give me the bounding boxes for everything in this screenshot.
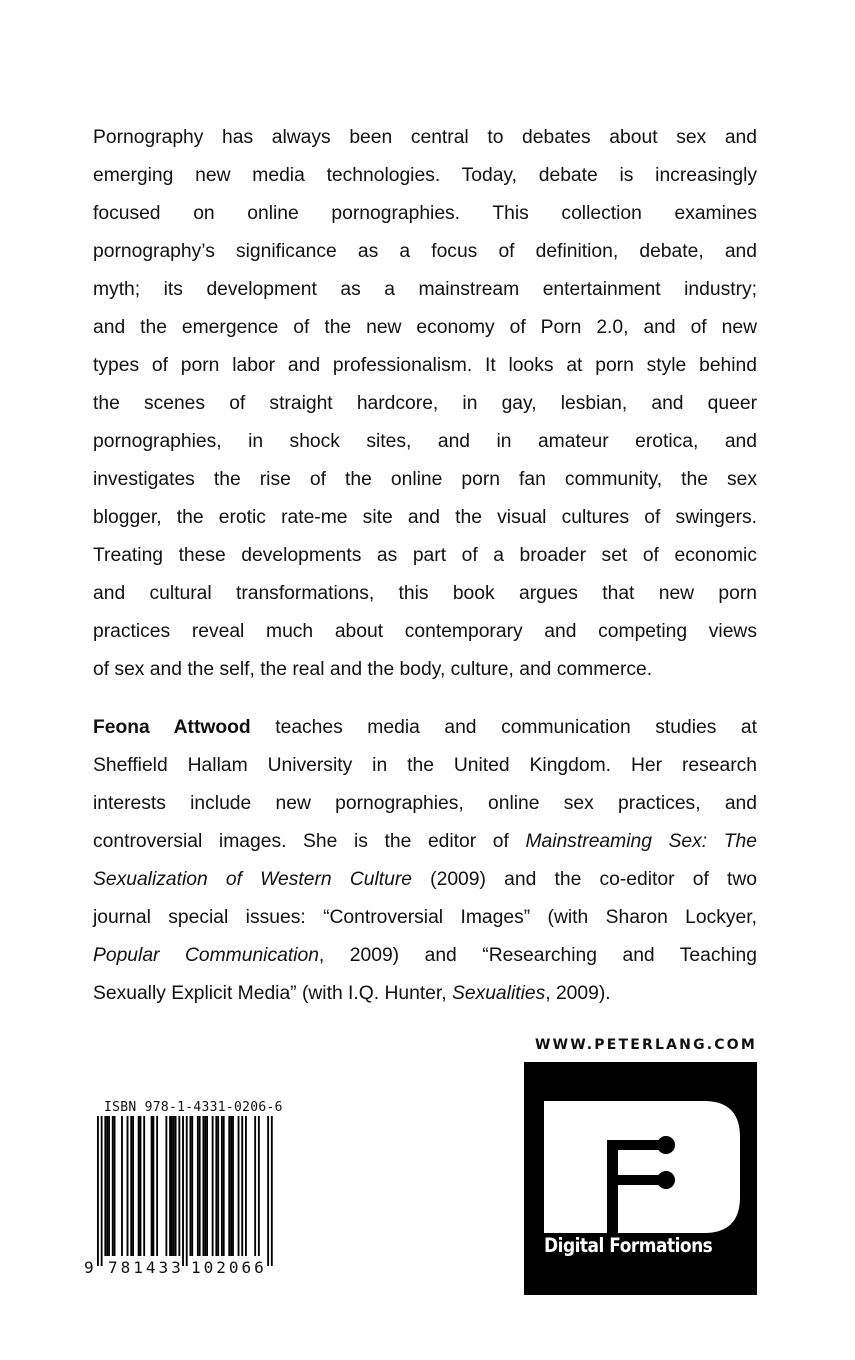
barcode-bar [127, 1116, 129, 1256]
barcode-bar [132, 1116, 134, 1256]
barcode-bar [267, 1116, 269, 1266]
barcode-bar [186, 1116, 188, 1266]
text-segment: Treating these developments as part of a broader set of economic [93, 545, 757, 566]
ean-digit-first: 9 [84, 1258, 94, 1277]
text-line [93, 385, 757, 423]
text-line [93, 309, 757, 347]
barcode-bar [241, 1116, 243, 1256]
barcode-bar [114, 1116, 116, 1256]
text-segment: of sex and the self, the real and the body, culture, and commerce. [93, 659, 653, 680]
text-line [93, 499, 757, 537]
text-line [93, 861, 757, 899]
text-line [93, 537, 757, 575]
text-segment: controversial images. She is the editor of [93, 831, 526, 852]
text-segment: and cultural transformations, this book argues that new porn [93, 583, 757, 604]
text-segment: teaches media and communication studies at [250, 717, 757, 738]
text-line [93, 747, 757, 785]
barcode-bar [143, 1116, 145, 1256]
text-segment: Pornography has always been central to debates about sex and [93, 127, 757, 148]
barcode-bar [221, 1116, 223, 1256]
barcode-bar [190, 1116, 192, 1256]
barcode-bar [199, 1116, 201, 1256]
barcode-bar [130, 1116, 132, 1256]
barcode-bar [217, 1116, 219, 1256]
barcode-bar [204, 1116, 206, 1256]
text-segment: Sheffield Hallam University in the United Kingdom. Her research [93, 755, 757, 776]
barcode-bar [140, 1116, 142, 1256]
text-segment: pornography’s significance as a focus of definition, debate, and [93, 241, 757, 262]
barcode-bar [223, 1116, 225, 1256]
barcode-bar [271, 1116, 273, 1266]
text-line [93, 709, 757, 747]
barcode-bar [173, 1116, 175, 1256]
italic-title: Sexualities [451, 983, 546, 1004]
text-segment: journal special issues: “Controversial Images” (with Sharon Lockyer, [93, 907, 757, 928]
text-line [93, 195, 757, 233]
barcode-bars [84, 1116, 284, 1266]
isbn-barcode [84, 1100, 284, 1275]
text-segment: practices reveal much about contemporary and competing views [93, 621, 757, 642]
barcode-bar [191, 1116, 193, 1256]
isbn-label: ISBN 978-1-4331-0206-6 [104, 1100, 283, 1115]
ean-digits-right: 102066 [191, 1258, 267, 1277]
barcode-bar [138, 1116, 140, 1256]
barcode-bar [238, 1116, 240, 1256]
text-segment: types of porn labor and professionalism. It looks at porn style behind [93, 355, 757, 376]
text-segment: myth; its development as a mainstream entertainment industry; [93, 279, 757, 300]
text-line [93, 613, 757, 651]
book-description [93, 119, 757, 689]
ean-digits-left: 781433 [108, 1258, 184, 1277]
text-segment: focused on online pornographies. This collection examines [93, 203, 757, 224]
text-line [93, 823, 757, 861]
text-segment: the scenes of straight hardcore, in gay, lesbian, and queer [93, 393, 757, 414]
barcode-bar [108, 1116, 110, 1256]
barcode-bar [206, 1116, 208, 1256]
barcode-bar [182, 1116, 184, 1266]
text-segment: pornographies, in shock sites, and in amateur erotica, and [93, 431, 757, 452]
barcode-bar [258, 1116, 260, 1256]
text-line [93, 899, 757, 937]
text-line [93, 461, 757, 499]
text-line [93, 423, 757, 461]
text-line [93, 233, 757, 271]
text-line [93, 575, 757, 613]
text-line [93, 975, 757, 1013]
barcode-bar [175, 1116, 177, 1256]
series-logo-label: Digital Formations [544, 1234, 713, 1258]
barcode-bar [169, 1116, 171, 1256]
barcode-bar [171, 1116, 173, 1256]
df-logo-mark-icon [524, 1062, 757, 1295]
barcode-bar [228, 1116, 230, 1256]
barcode-bar [104, 1116, 106, 1256]
publisher-url: WWW.PETERLANG.COM [534, 1037, 757, 1053]
barcode-bar [245, 1116, 247, 1256]
text-line [93, 347, 757, 385]
barcode-bar [232, 1116, 234, 1256]
author-bio [93, 709, 757, 1013]
barcode-bar [254, 1116, 256, 1256]
text-segment: emerging new media technologies. Today, debate is increasingly [93, 165, 757, 186]
barcode-bar [178, 1116, 180, 1256]
text-segment: investigates the rise of the online porn fan community, the sex [93, 469, 757, 490]
barcode-bar [151, 1116, 153, 1256]
barcode-bar [230, 1116, 232, 1256]
text-segment: interests include new pornographies, online sex practices, and [93, 793, 757, 814]
italic-title: Sexualization of Western Culture [93, 869, 412, 890]
text-line [93, 937, 757, 975]
barcode-bar [212, 1116, 214, 1256]
text-segment: , 2009) and “Researching and Teaching [318, 945, 757, 966]
text-line [93, 651, 757, 689]
text-line [93, 271, 757, 309]
barcode-bar [106, 1116, 108, 1256]
barcode-bar [165, 1116, 167, 1256]
text-line [93, 157, 757, 195]
text-line [93, 785, 757, 823]
text-segment: Sexually Explicit Media” (with I.Q. Hunter, [93, 983, 452, 1004]
barcode-bar [153, 1116, 155, 1256]
italic-title: Popular Communication [93, 945, 319, 966]
barcode-bar [101, 1116, 103, 1266]
text-segment: blogger, the erotic rate-me site and the visual cultures of swingers. [93, 507, 757, 528]
barcode-bar [156, 1116, 158, 1256]
barcode-bar [112, 1116, 114, 1256]
text-line [93, 119, 757, 157]
author-name: Feona Attwood [93, 717, 251, 738]
text-segment: and the emergence of the new economy of Porn 2.0, and of new [93, 317, 757, 338]
barcode-bar [202, 1116, 204, 1256]
digital-formations-logo [524, 1062, 757, 1295]
barcode-bar [197, 1116, 199, 1256]
barcode-bar [97, 1116, 99, 1266]
barcode-bar [215, 1116, 217, 1256]
text-segment: (2009) and the co-editor of two [411, 869, 758, 890]
text-segment: , 2009). [545, 983, 611, 1004]
italic-title: Mainstreaming Sex: The [525, 831, 757, 852]
barcode-bar [121, 1116, 123, 1256]
